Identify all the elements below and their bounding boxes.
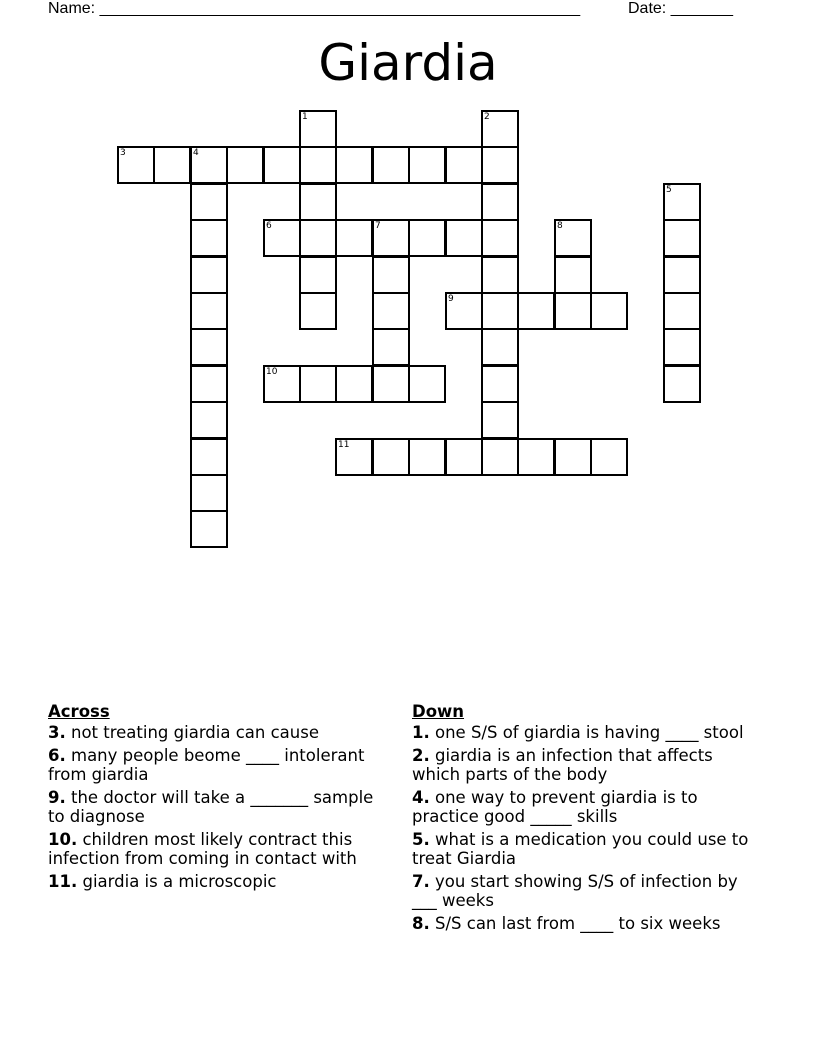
grid-cell[interactable] (517, 292, 555, 330)
name-line: Name: ______________________________________________________ (48, 0, 581, 17)
grid-cell[interactable] (408, 219, 446, 257)
down-clue-1 (412, 723, 757, 742)
clue-number-label: 8 (557, 221, 563, 231)
date-line: Date: _______ (628, 0, 733, 17)
clue-number-label: 7 (375, 221, 381, 231)
grid-cell[interactable] (263, 146, 301, 184)
clue-number: 6. (48, 746, 66, 765)
grid-cell[interactable] (372, 146, 410, 184)
clue-number-label: 10 (266, 367, 278, 377)
grid-cell[interactable] (226, 146, 264, 184)
clue-number: 8. (412, 914, 430, 933)
grid-cell[interactable] (190, 510, 228, 548)
across-clues (48, 702, 388, 895)
grid-cell[interactable] (481, 183, 519, 221)
grid-cell[interactable] (190, 401, 228, 439)
grid-cell[interactable] (153, 146, 191, 184)
across-clue-10 (48, 830, 388, 868)
clue-text: children most likely contract this infection from coming in contact with (48, 830, 357, 868)
clue-number-label: 4 (193, 148, 199, 158)
grid-cell[interactable] (335, 219, 373, 257)
grid-cell[interactable] (554, 219, 592, 257)
clue-text: giardia is an infection that affects which parts of the body (412, 746, 713, 784)
grid-cell[interactable] (190, 438, 228, 476)
grid-cell[interactable] (372, 219, 410, 257)
down-clue-2 (412, 746, 757, 784)
grid-cell[interactable] (481, 110, 519, 148)
grid-cell[interactable] (408, 146, 446, 184)
grid-cell[interactable] (372, 438, 410, 476)
clue-number: 2. (412, 746, 430, 765)
clue-text: what is a medication you could use to treat Giardia (412, 830, 749, 868)
grid-cell[interactable] (372, 365, 410, 403)
grid-cell[interactable] (481, 365, 519, 403)
clue-text: one S/S of giardia is having ____ stool (429, 723, 744, 742)
grid-cell[interactable] (190, 328, 228, 366)
grid-cell[interactable] (663, 328, 701, 366)
grid-cell[interactable] (190, 474, 228, 512)
across-heading: Across (48, 702, 110, 721)
grid-cell[interactable] (408, 438, 446, 476)
grid-cell[interactable] (554, 292, 592, 330)
grid-cell[interactable] (335, 438, 373, 476)
clue-text: S/S can last from ____ to six weeks (429, 914, 721, 933)
clue-text: giardia is a microscopic (77, 872, 277, 891)
grid-cell[interactable] (481, 401, 519, 439)
grid-cell[interactable] (481, 256, 519, 294)
grid-cell[interactable] (190, 365, 228, 403)
clue-number: 11. (48, 872, 78, 891)
clue-number-label: 11 (338, 440, 350, 450)
clue-text: many people beome ____ intolerant from giardia (48, 746, 365, 784)
grid-cell[interactable] (372, 256, 410, 294)
grid-cell[interactable] (408, 365, 446, 403)
grid-cell[interactable] (554, 438, 592, 476)
grid-cell[interactable] (445, 292, 483, 330)
grid-cell[interactable] (335, 146, 373, 184)
grid-cell[interactable] (299, 292, 337, 330)
grid-cell[interactable] (299, 146, 337, 184)
across-clue-6 (48, 746, 388, 784)
grid-cell[interactable] (481, 438, 519, 476)
grid-cell[interactable] (190, 256, 228, 294)
down-clues (412, 702, 757, 937)
grid-cell[interactable] (445, 438, 483, 476)
clue-text: not treating giardia can cause (65, 723, 319, 742)
grid-cell[interactable] (481, 292, 519, 330)
clue-number-label: 3 (120, 148, 126, 158)
down-clue-5 (412, 830, 757, 868)
clue-number-label: 9 (448, 294, 454, 304)
clue-number-label: 2 (484, 112, 490, 122)
clue-number: 7. (412, 872, 430, 891)
grid-cell[interactable] (335, 365, 373, 403)
grid-cell[interactable] (263, 365, 301, 403)
clue-number: 5. (412, 830, 430, 849)
grid-cell[interactable] (190, 219, 228, 257)
grid-cell[interactable] (190, 183, 228, 221)
clue-number: 1. (412, 723, 430, 742)
grid-cell[interactable] (372, 292, 410, 330)
page-title: Giardia (318, 34, 498, 92)
grid-cell[interactable] (190, 146, 228, 184)
across-clue-3 (48, 723, 388, 742)
down-clue-7 (412, 872, 757, 910)
grid-cell[interactable] (663, 292, 701, 330)
grid-cell[interactable] (299, 219, 337, 257)
clue-number-label: 1 (302, 112, 308, 122)
grid-cell[interactable] (372, 328, 410, 366)
across-clue-11 (48, 872, 388, 891)
down-clue-8 (412, 914, 757, 933)
clue-number: 3. (48, 723, 66, 742)
grid-cell[interactable] (663, 183, 701, 221)
grid-cell[interactable] (590, 438, 628, 476)
clue-text: one way to prevent giardia is to practice good _____ skills (412, 788, 698, 826)
grid-cell[interactable] (299, 110, 337, 148)
grid-cell[interactable] (445, 146, 483, 184)
clue-text: the doctor will take a _______ sample to diagnose (48, 788, 374, 826)
grid-cell[interactable] (190, 292, 228, 330)
down-clue-4 (412, 788, 757, 826)
grid-cell[interactable] (517, 438, 555, 476)
grid-cell[interactable] (481, 219, 519, 257)
grid-cell[interactable] (299, 256, 337, 294)
grid-cell[interactable] (263, 219, 301, 257)
clue-text: you start showing S/S of infection by ___ weeks (412, 872, 738, 910)
clue-number: 10. (48, 830, 78, 849)
grid-cell[interactable] (554, 256, 592, 294)
grid-cell[interactable] (481, 146, 519, 184)
across-clue-9 (48, 788, 388, 826)
grid-cell[interactable] (481, 328, 519, 366)
grid-cell[interactable] (299, 183, 337, 221)
down-heading: Down (412, 702, 465, 721)
grid-cell[interactable] (445, 219, 483, 257)
grid-cell[interactable] (590, 292, 628, 330)
clue-number-label: 5 (666, 185, 672, 195)
grid-cell[interactable] (117, 146, 155, 184)
clue-number: 4. (412, 788, 430, 807)
clue-number: 9. (48, 788, 66, 807)
grid-cell[interactable] (663, 256, 701, 294)
grid-cell[interactable] (299, 365, 337, 403)
grid-cell[interactable] (663, 365, 701, 403)
grid-cell[interactable] (663, 219, 701, 257)
clue-number-label: 6 (266, 221, 272, 231)
